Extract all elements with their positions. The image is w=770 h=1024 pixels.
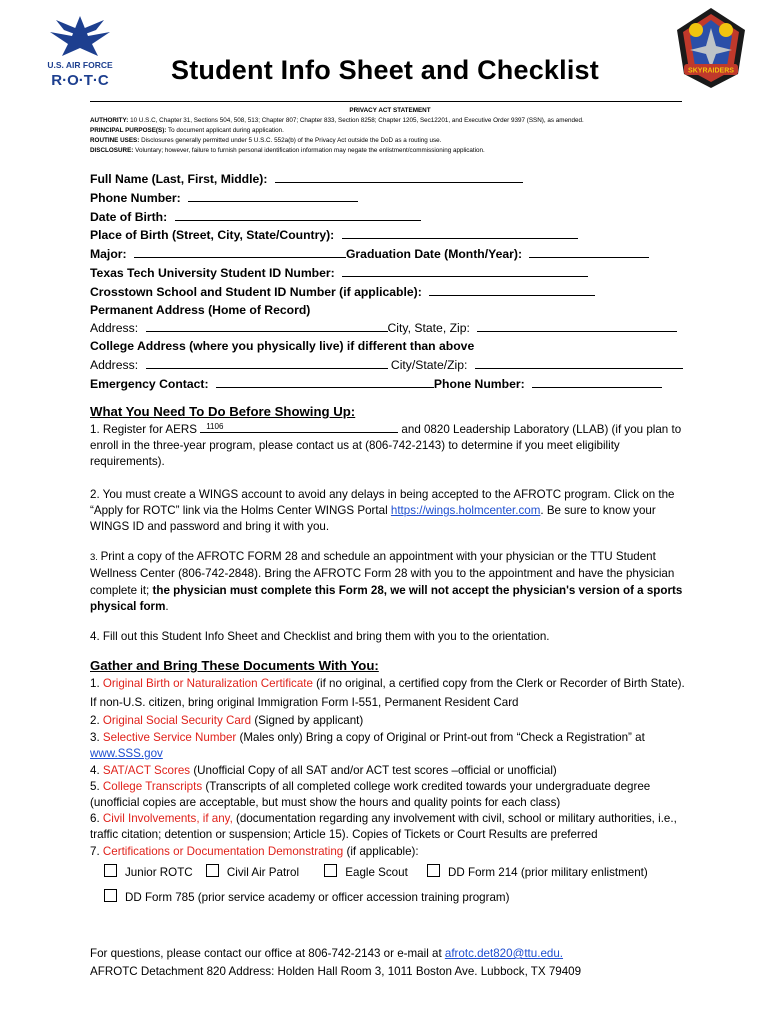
permanent-address-field[interactable] [146, 319, 388, 332]
gather-item-7: 7. Certifications or Documentation Demonstrating (if applicable): [90, 844, 419, 858]
full-name-row [90, 170, 690, 189]
emergency-row [90, 375, 690, 394]
dd-form-785-checkbox[interactable] [104, 889, 117, 902]
todo-item-3: 3. Print a copy of the AFROTC FORM 28 and schedule an appointment with your physician or the TTU Student Wellness Center (806-742-2848). Bring the AFROTC Form 28 with you to the appointment and have the physician complete it; the physician must complete this Form 28, we will not accept the physician's version of a sports physical form. [90, 550, 683, 613]
gather-item-4: 4. SAT/ACT Scores (Unofficial Copy of all SAT and/or ACT test scores –official or unofficial) [90, 763, 557, 777]
emergency-phone-label: Phone Number: [433, 376, 525, 391]
gather-item-1: 1. Original Birth or Naturalization Certificate (if no original, a certified copy from the Clerk or Recorder of Birth State). If non-U.S. citizen, bring original Immigration Form I-551, Permanent Resident Card [90, 677, 685, 709]
junior-rotc-checkbox[interactable] [104, 864, 117, 877]
footer [90, 945, 710, 981]
crosstown-row [90, 283, 690, 302]
privacy-purpose: PRINCIPAL PURPOSE(S): To document applicant during application. [90, 127, 284, 134]
city-state-zip-label: City, State, Zip: [387, 321, 470, 336]
title-divider [90, 101, 682, 102]
dd-form-214-label: DD Form 214 (prior military enlistment) [448, 865, 648, 879]
gather-heading: Gather and Bring These Documents With You: [90, 658, 379, 673]
ttu-id-row [90, 264, 690, 283]
todo-item-2: 2. You must create a WINGS account to avoid any delays in being accepted to the AFROTC program. Click on the “Apply for ROTC” link via the Holms Center WINGS Portal https://wings.holmcenter.com. Be sure to know your WINGS ID and password and bring it with you. [90, 487, 675, 534]
privacy-act-statement [90, 106, 690, 156]
gather-item-5: 5. College Transcripts (Transcripts of all completed college work credited towards your undergraduate degree (unofficial copies are acceptable, but must show the hours and quality points for each class) [90, 779, 651, 809]
college-address-field[interactable] [146, 356, 388, 369]
college-address-label: Address: [90, 357, 139, 372]
eagle-scout-label: Eagle Scout [345, 865, 408, 879]
gather-item-6: 6. Civil Involvements, if any, (documentation regarding any involvement with civil, school or military authorities, i.e., traffic citation; detention or suspension; Article 15). Copies of Tickets or Court Results are preferred [90, 812, 677, 842]
grad-date-field[interactable] [529, 245, 649, 258]
ttu-id-label: Texas Tech University Student ID Number: [90, 265, 335, 280]
privacy-heading: PRIVACY ACT STATEMENT [349, 107, 431, 114]
aers-field[interactable]: 1106 [200, 420, 398, 433]
full-name-label: Full Name (Last, First, Middle): [90, 172, 268, 186]
emergency-contact-field[interactable] [216, 375, 434, 388]
college-address-heading: College Address (where you physically live) if different than above [90, 339, 475, 354]
ttu-id-field[interactable] [342, 264, 588, 277]
gather-item-3: 3. Selective Service Number (Males only) Bring a copy of Original or Print-out from “Check a Registration” at www.SSS.gov [90, 730, 645, 760]
privacy-disclosure: DISCLOSURE: Voluntary; however, failure to furnish personal identification information may negate the enlistment/commissioning application. [90, 147, 485, 154]
crosstown-field[interactable] [429, 283, 595, 296]
todo-item-1: 1. Register for AERS 1106 and 0820 Leadership Laboratory (LLAB) (if you plan to enroll in the three-year program, please contact us at (806-742-2143) to determine if you meet eligibility requirements). [90, 422, 682, 469]
phone-row [90, 189, 690, 208]
permanent-city-state-zip-field[interactable] [477, 319, 677, 332]
privacy-authority: AUTHORITY: 10 U.S.C, Chapter 31, Sections 504, 508, 513; Chapter 807; Chapter 833, Section 8258; Chapter 1205, Sec12201, and Executive Order 9397 (SSN), as amended. [90, 117, 584, 124]
address-label: Address: [90, 321, 139, 336]
logo-text-air-force: U.S. AIR FORCE [47, 60, 113, 70]
college-city-state-zip-field[interactable] [475, 356, 683, 369]
form28-warning: the physician must complete this Form 28, we will not accept the physician's version of a sports physical form [90, 583, 683, 613]
civil-air-patrol-checkbox[interactable] [206, 864, 219, 877]
todo-item-4: 4. Fill out this Student Info Sheet and Checklist and bring them with you to the orientation. [90, 630, 550, 644]
sss-gov-link[interactable]: www.SSS.gov [90, 747, 163, 760]
permanent-address-heading: Permanent Address (Home of Record) [90, 302, 311, 317]
college-address-row [90, 356, 690, 375]
logo-text-rotc: R·O·T·C [51, 72, 109, 89]
gather-section [90, 658, 690, 906]
page-title: Student Info Sheet and Checklist [171, 55, 599, 85]
dob-label: Date of Birth: [90, 209, 168, 224]
pob-row [90, 226, 690, 245]
major-field[interactable] [134, 245, 346, 258]
dob-row [90, 208, 690, 227]
todo-heading: What You Need To Do Before Showing Up: [90, 404, 356, 419]
privacy-routine-uses: ROUTINE USES: Disclosures generally permitted under 5 U.S.C. 552a(b) of the Privacy Act outside the DoD as a routing use. [90, 137, 442, 144]
permanent-address-row [90, 319, 690, 338]
civil-air-patrol-label: Civil Air Patrol [226, 865, 300, 879]
full-name-field[interactable] [275, 170, 523, 183]
todo-section [90, 404, 690, 645]
dd-form-214-checkbox[interactable] [427, 864, 440, 877]
phone-field[interactable] [188, 189, 358, 202]
dd-form-785-label: DD Form 785 (prior service academy or officer accession training program) [125, 890, 510, 904]
pob-field[interactable] [342, 226, 578, 239]
eagle-scout-checkbox[interactable] [324, 864, 337, 877]
major-label: Major: [90, 247, 127, 262]
pob-label: Place of Birth (Street, City, State/Country): [90, 228, 335, 243]
gather-item-2: 2. Original Social Security Card (Signed by applicant) [90, 714, 364, 727]
footer-address: AFROTC Detachment 820 Address: Holden Hall Room 3, 1011 Boston Ave. Lubbock, TX 79409 [90, 965, 582, 978]
footer-questions: For questions, please contact our office at 806-742-2143 or e-mail at afrotc.det820@ttu.edu. [90, 947, 564, 960]
phone-label: Phone Number: [90, 190, 181, 205]
emergency-phone-field[interactable] [532, 375, 662, 388]
student-info-form [90, 170, 690, 394]
junior-rotc-label: Junior ROTC [125, 865, 193, 879]
grad-date-label: Graduation Date (Month/Year): [345, 247, 523, 262]
college-city-state-zip-label: City/State/Zip: [390, 357, 468, 372]
dob-field[interactable] [175, 208, 421, 221]
email-link[interactable]: afrotc.det820@ttu.edu. [444, 947, 564, 960]
wings-portal-link[interactable]: https://wings.holmcenter.com [390, 503, 541, 517]
logo-text-skyraiders: SKYRAIDERS [688, 67, 734, 75]
checkbox-row-1 [90, 864, 690, 881]
major-row [90, 245, 690, 264]
emergency-label: Emergency Contact: [90, 376, 209, 391]
checkbox-row-2 [90, 889, 690, 906]
crosstown-label: Crosstown School and Student ID Number (if applicable): [90, 284, 422, 299]
